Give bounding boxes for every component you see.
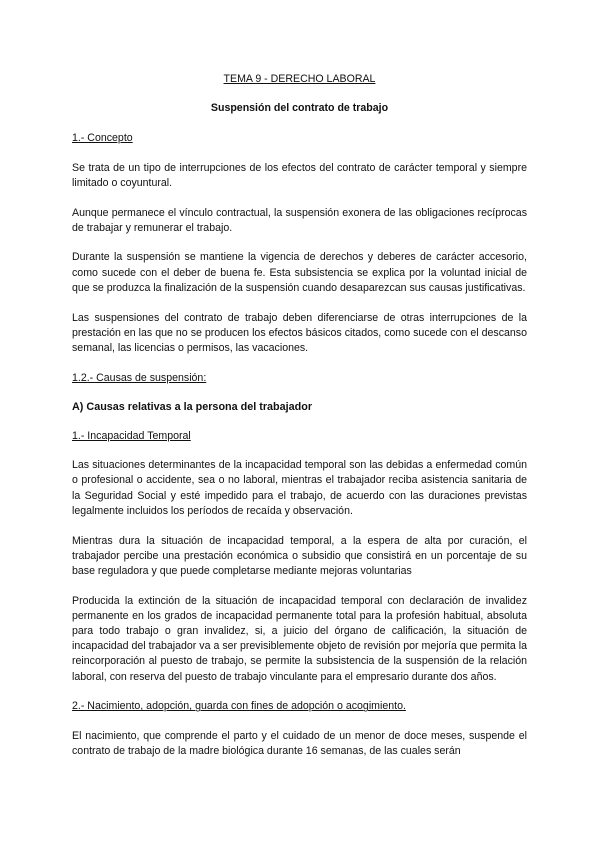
document-title: TEMA 9 - DERECHO LABORAL — [223, 73, 376, 85]
paragraph: Las suspensiones del contrato de trabajo deben diferenciarse de otras interrupciones de la prestación en las que no se producen los efectos básicos citados, como sucede con el descanso semanal, las licencias o permisos, las vacaciones. — [72, 311, 527, 354]
section-heading-concepto: 1.- Concepto — [72, 132, 133, 145]
paragraph: Se trata de un tipo de interrupciones de los efectos del contrato de carácter temporal y siempre limitado o coyuntural. — [72, 161, 527, 189]
section-heading-causas: 1.2.- Causas de suspensión: — [72, 371, 207, 384]
section-heading-incapacidad: 1.- Incapacidad Temporal — [72, 430, 191, 443]
document-page — [72, 72, 527, 774]
paragraph: Producida la extinción de la situación de incapacidad temporal con declaración de invalidez permanente en los grados de incapacidad permanente total para la profesión habitual, absoluta para todo trabajo o gran invalidez, si, a juicio del órgano de calificación, la situación de incapacidad del trabajador va a ser previsiblemente objeto de revisión por mejoría que permita la reincorporación al puesto de trabajo, se permite la subsistencia de la suspensión de la relación laboral, con reserva del puesto de trabajo vinculante para el empresario durante dos años. — [72, 594, 527, 683]
paragraph: Aunque permanece el vínculo contractual, la suspensión exonera de las obligaciones recíprocas de trabajar y remunerar el trabajo. — [72, 206, 527, 234]
section-heading-nacimiento: 2.- Nacimiento, adopción, guarda con fines de adopción o acogimiento. — [72, 700, 406, 713]
paragraph: Mientras dura la situación de incapacidad temporal, a la espera de alta por curación, el trabajador percibe una prestación económica o subsidio que consistirá en un porcentaje de su base reguladora y que puede completarse mediante mejoras voluntarias — [72, 534, 527, 577]
document-subtitle: Suspensión del contrato de trabajo — [210, 102, 389, 115]
subsection-heading-persona-trabajador: A) Causas relativas a la persona del trabajador — [72, 400, 313, 413]
paragraph: Durante la suspensión se mantiene la vigencia de derechos y deberes de carácter accesorio, como sucede con el deber de buena fe. Esta subsistencia se explica por la voluntad inicial de que se produzca la finalización de la suspensión cuando desaparezcan sus causas justificativas. — [72, 251, 527, 294]
paragraph: El nacimiento, que comprende el parto y el cuidado de un menor de doce meses, suspende el contrato de trabajo de la madre biológica durante 16 semanas, de las cuales serán — [72, 729, 527, 757]
paragraph: Las situaciones determinantes de la incapacidad temporal son las debidas a enfermedad común o profesional o accidente, sea o no laboral, mientras el trabajador reciba asistencia sanitaria de la Seguridad Social y esté impedido para el trabajo, de acuerdo con las duraciones previstas legalmente incluidos los períodos de recaída y observación. — [72, 459, 527, 517]
